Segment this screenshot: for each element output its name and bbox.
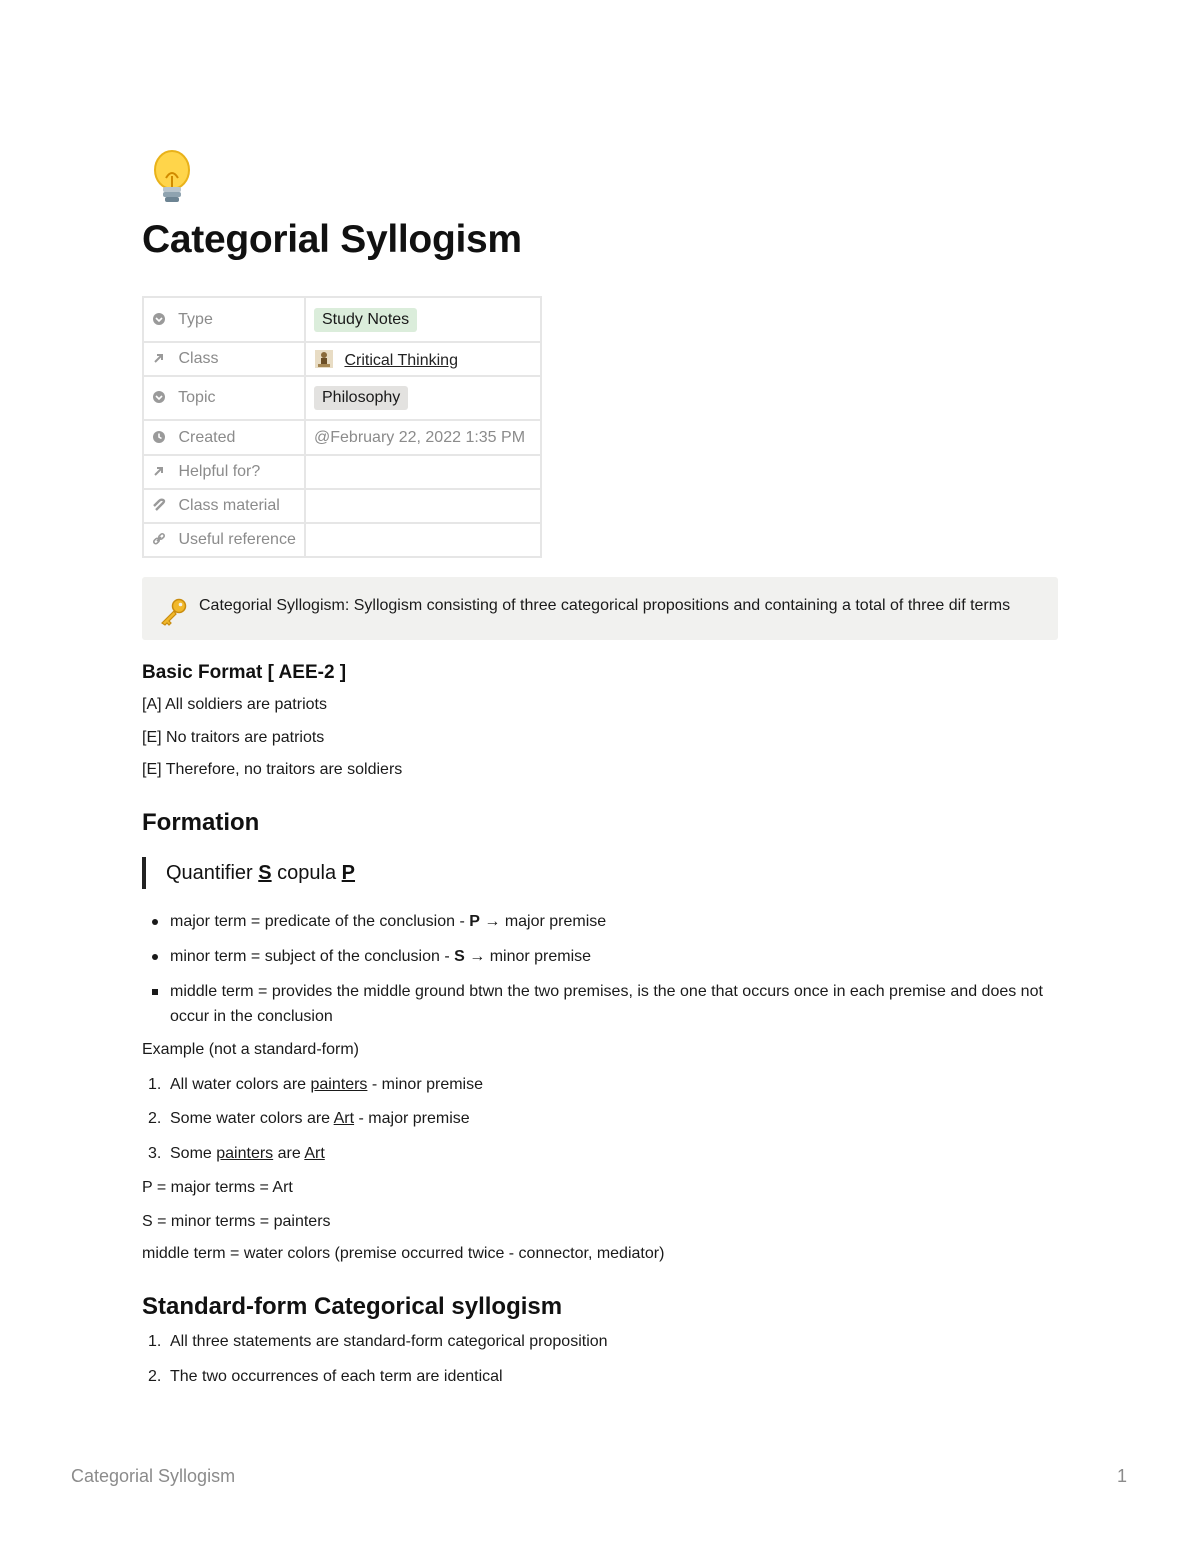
- basic-format-line: [A] All soldiers are patriots: [142, 696, 327, 713]
- property-label: Class: [178, 350, 219, 367]
- quote-p: P: [341, 862, 356, 884]
- key-icon: [158, 597, 188, 627]
- type-tag[interactable]: Study Notes: [314, 308, 417, 332]
- property-value-empty[interactable]: [305, 455, 541, 489]
- list-item: 2. The two occurrences of each term are identical: [148, 1368, 503, 1385]
- lightbulb-icon: [148, 148, 196, 208]
- page-title: Categorial Syllogism: [142, 218, 522, 261]
- note-line: S = minor terms = painters: [142, 1213, 331, 1230]
- bullet-icon: [152, 919, 158, 925]
- property-label: Class material: [178, 497, 280, 514]
- note-line: middle term = water colors (premise occurred twice - connector, mediator): [142, 1245, 665, 1262]
- standard-form-heading: Standard-form Categorical syllogism: [142, 1293, 563, 1320]
- property-row-class[interactable]: [143, 342, 541, 376]
- list-item: 1. All water colors are painters - minor premise: [148, 1076, 483, 1093]
- bullet-icon: [152, 989, 158, 995]
- basic-format-line: [E] No traitors are patriots: [142, 729, 325, 746]
- basic-format-heading: Basic Format [ AEE-2 ]: [142, 662, 347, 683]
- created-date: @February 22, 2022 1:35 PM: [305, 420, 541, 455]
- property-row-topic[interactable]: [143, 376, 541, 420]
- list-item: 2. Some water colors are Art - major premise: [148, 1110, 470, 1127]
- property-row-useful-reference[interactable]: [143, 523, 541, 557]
- list-item: 3. Some painters are Art: [148, 1145, 325, 1162]
- property-row-type[interactable]: [143, 297, 541, 342]
- property-value-empty[interactable]: [305, 489, 541, 523]
- property-label: Topic: [178, 389, 216, 406]
- property-label: Useful reference: [178, 531, 296, 548]
- quote-s: S: [258, 862, 272, 884]
- topic-tag[interactable]: Philosophy: [314, 386, 408, 410]
- page-number: 1: [1117, 1466, 1128, 1486]
- list-item: middle term = provides the middle ground btwn the two premises, is the one that occurs once in each premise and does not occur in the conclusion: [170, 979, 1058, 1029]
- select-icon: [152, 390, 166, 404]
- property-row-created[interactable]: [143, 420, 541, 455]
- property-label: Helpful for?: [178, 463, 261, 480]
- select-icon: [152, 312, 166, 326]
- formation-heading: Formation: [142, 809, 260, 836]
- statue-icon: [314, 349, 334, 369]
- basic-format-line: [E] Therefore, no traitors are soldiers: [142, 761, 403, 778]
- paperclip-icon: [152, 498, 166, 512]
- property-label: Type: [178, 310, 213, 328]
- list-item: 1. All three statements are standard-form categorical proposition: [148, 1333, 608, 1350]
- property-label: Created: [178, 428, 236, 446]
- bullet-icon: [152, 954, 158, 960]
- relation-arrow-icon: [152, 464, 166, 478]
- property-row-class-material[interactable]: [143, 489, 541, 523]
- property-value-empty[interactable]: [305, 523, 541, 557]
- property-row-helpful-for[interactable]: [143, 455, 541, 489]
- callout: [142, 577, 1058, 640]
- callout-text: Categorial Syllogism: Syllogism consisting of three categorical propositions and containing a total of three dif terms: [199, 597, 1011, 614]
- clock-icon: [152, 430, 166, 444]
- relation-arrow-icon: [152, 351, 166, 365]
- list-item: major term = predicate of the conclusion - P → major premise: [170, 909, 606, 934]
- formation-quote: Quantifier S copula P: [142, 857, 355, 889]
- footer-title: Categorial Syllogism: [71, 1466, 236, 1486]
- list-item: minor term = subject of the conclusion - S → minor premise: [170, 944, 591, 969]
- example-label: Example (not a standard-form): [142, 1041, 359, 1058]
- note-line: P = major terms = Art: [142, 1179, 293, 1196]
- class-link[interactable]: Critical Thinking: [344, 351, 458, 369]
- properties-table: [142, 296, 542, 558]
- link-icon: [152, 532, 166, 546]
